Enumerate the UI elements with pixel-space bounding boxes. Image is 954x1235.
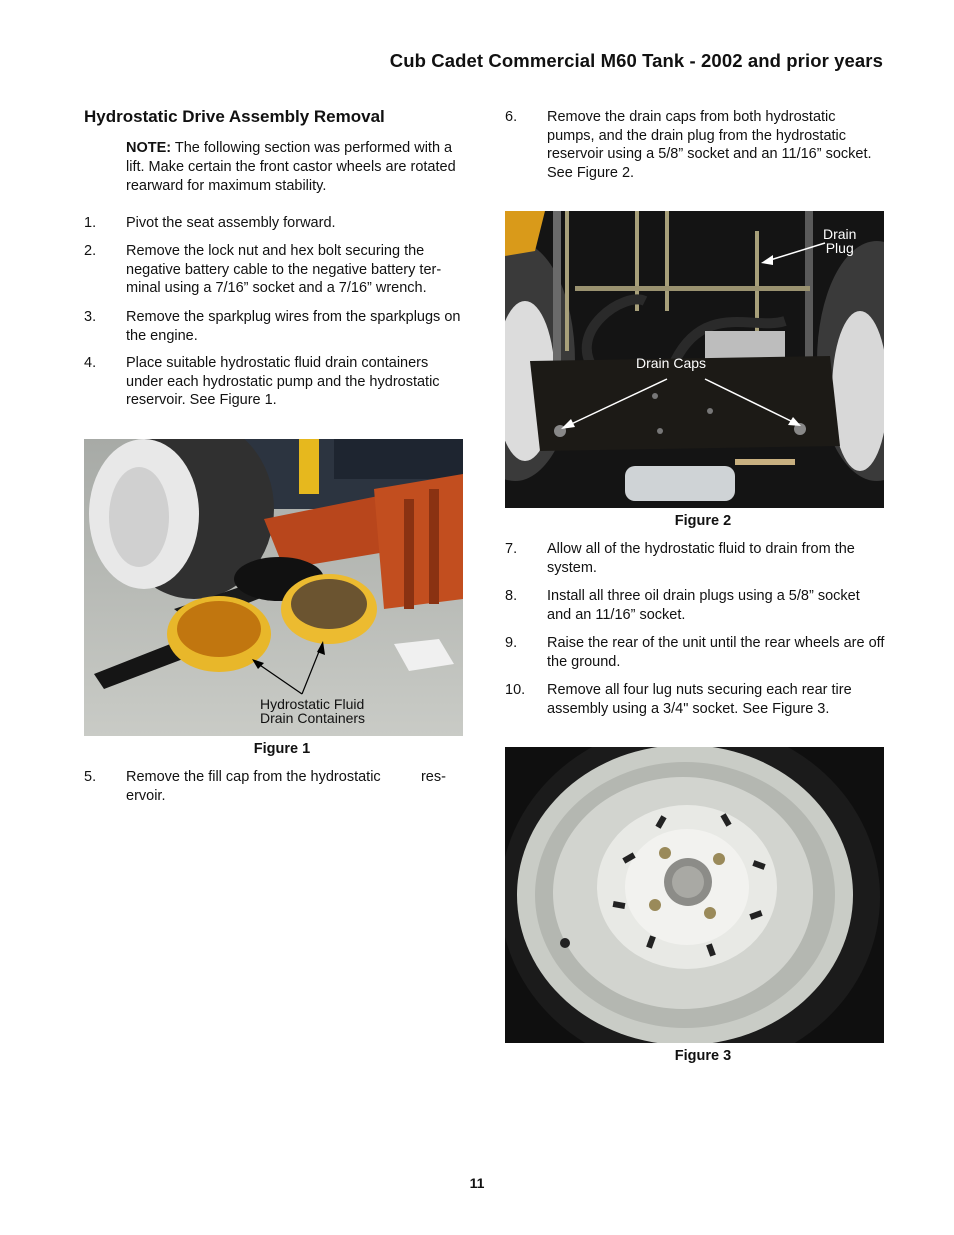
step-number: 5. [84,769,97,785]
step-text: Pivot the seat assembly forward. [126,215,336,231]
step-text: Install all three oil drain plugs using a 5/8” socket and an 11/16” socket. [547,588,860,623]
step-number: 2. [84,243,97,259]
figure-3-photo [505,747,884,1043]
callout-line: Drain Containers [260,710,366,726]
figure-1-caption: Figure 1 [253,741,311,757]
step-text: Remove the sparkplug wires from the sparkplugs on the engine. [126,309,461,344]
step-number: 6. [505,109,518,125]
section-heading: Hydrostatic Drive Assembly Removal [84,107,385,126]
page-number: 11 [469,1175,485,1191]
step-text: Remove the lock nut and hex bolt securing the negative battery cable to the negative battery ter-minal using a 7/16” socket and a 7/16” wrench. [126,243,442,297]
figure-3-illustration [505,747,884,1043]
step-number: 4. [84,355,97,371]
callout-line: Drain [823,226,857,242]
step-text: Place suitable hydrostatic fluid drain containers under each hydrostatic pump and the hydrostatic reservoir. See Figure 1. [126,355,440,409]
figure-2-callout-caps: Drain Caps [636,355,707,371]
note-text: The following section was performed with a lift. Make certain the front castor wheels are rotated rearward for maximum stability. [126,140,456,194]
figure-1-callout [260,697,365,725]
step-number: 1. [84,215,97,231]
step-text: Remove the fill cap from the hydrostatic res-ervoir. [126,769,446,804]
step-number: 9. [505,635,518,651]
step-text: Allow all of the hydrostatic fluid to drain from the system. [547,541,855,576]
figure-2-caption: Figure 2 [674,513,732,529]
figure-1-photo [84,439,463,736]
figure-2-photo [505,211,884,508]
step-text: Raise the rear of the unit until the rear wheels are off the ground. [547,635,885,670]
note-paragraph [126,139,466,196]
step-text: Remove the drain caps from both hydrostatic pumps, and the drain plug from the hydrostatic reservoir using a 5/8” socket and an 11/16” socket. See Figure 2. [547,109,872,182]
step-number: 7. [505,541,518,557]
figure-2-callout-plug [823,227,856,255]
figure-1-illustration [84,439,463,736]
callout-line: Plug [825,240,854,256]
step-number: 8. [505,588,518,604]
step-number: 3. [84,309,97,325]
note-label: NOTE: [126,140,172,156]
callout-line: Hydrostatic Fluid [260,696,365,712]
page-header-title: Cub Cadet Commercial M60 Tank - 2002 and prior years [389,50,883,71]
figure-3-caption: Figure 3 [674,1048,732,1064]
step-number: 10. [505,682,526,698]
step-text: Remove all four lug nuts securing each rear tire assembly using a 3/4" socket. See Figure 3. [547,682,852,717]
